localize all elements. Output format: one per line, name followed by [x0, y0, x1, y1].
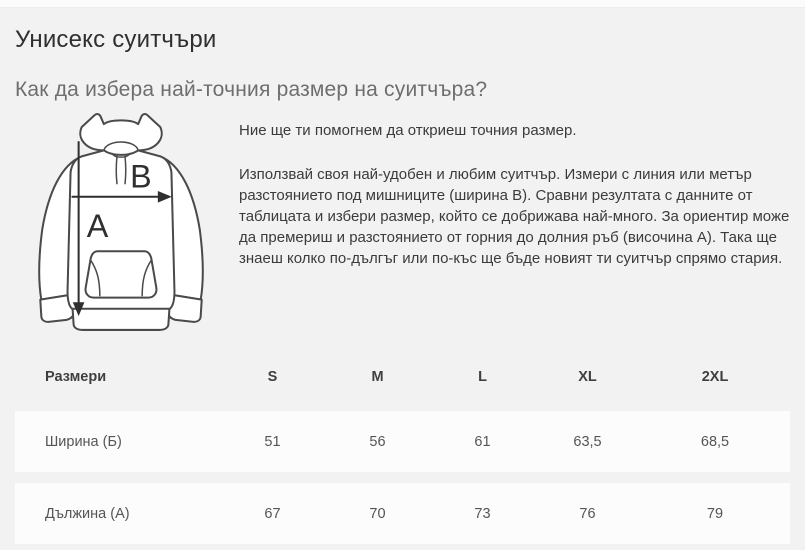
table-row-length: [15, 483, 790, 544]
row-label: Ширина (Б): [45, 433, 122, 450]
cell-value: 61: [474, 433, 491, 450]
top-border-strip: [0, 0, 805, 8]
cell-value: 51: [264, 433, 281, 450]
size-table-header-row: [15, 343, 790, 411]
header-cell-sizes: Размери: [45, 369, 107, 385]
table-row-width: [15, 411, 790, 472]
intro-paragraph-1: Ние ще ти помогнем да откриеш точния размер.: [239, 122, 577, 139]
page-subtitle: Как да избера най-точния размер на суитчъра?: [15, 78, 488, 101]
cell-value: 56: [369, 433, 386, 450]
intro-section: [15, 110, 790, 337]
label-b: B: [130, 158, 152, 195]
size-table: [15, 343, 790, 544]
hoodie-hood: [80, 114, 161, 155]
cell-value: 79: [706, 505, 724, 522]
header-cell-m: M: [371, 369, 384, 385]
cell-value: 67: [264, 505, 281, 522]
cell-value: 76: [579, 505, 596, 522]
cell-value: 73: [474, 505, 491, 522]
hoodie-drawstring-left: [116, 156, 117, 183]
hoodie-hem: [73, 309, 170, 330]
intro-text: [239, 110, 790, 269]
header-cell-s: S: [267, 369, 278, 385]
header-cell-xl: XL: [578, 369, 597, 385]
header-cell-l: L: [478, 369, 487, 385]
intro-paragraph-2: Използвай своя най-удобен и любим суитчър. Измери с линия или метър разстоянието под мишниците (ширина B). Сравни резултата с данните от таблицата и избери размер, който се добрижава най-много. За ориентир може да премериш и разстоянието от горния до долния ръб (височина A). Така ще знаеш колко по-дългъг или по-къс ще бъде новият ти суитчър спрямо стария.: [239, 166, 790, 267]
size-guide-page: [0, 26, 805, 544]
cell-value: 63,5: [573, 433, 602, 450]
hoodie-pocket: [86, 251, 157, 297]
cell-value: 68,5: [700, 433, 730, 450]
cell-value: 70: [369, 505, 386, 522]
hoodie-drawstring-right: [125, 156, 126, 183]
row-label: Дължина (А): [45, 505, 130, 522]
header-cell-2xl: 2XL: [701, 369, 729, 385]
hoodie-measurement-diagram: [15, 110, 227, 337]
hoodie-illustration: [15, 110, 227, 337]
label-a: A: [86, 208, 109, 245]
page-title: Унисекс суитчъри: [15, 26, 217, 53]
